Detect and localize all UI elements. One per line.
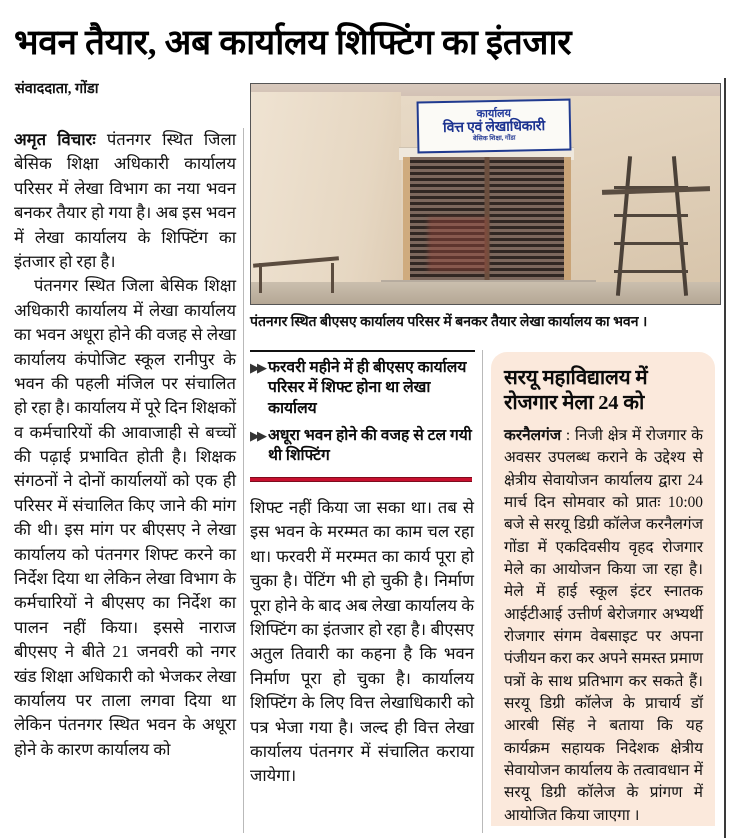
photo-scene [251, 84, 720, 304]
photo-doorway [403, 157, 571, 287]
article-column-left [14, 128, 236, 762]
article-paragraph-1 [14, 128, 236, 274]
bench-leg [259, 263, 262, 293]
ladder-rail-right [672, 156, 688, 296]
list-item [250, 358, 478, 419]
column-divider-left [243, 128, 244, 833]
photo-caption: पंतनगर स्थित बीएसए कार्यालय परिसर में बनकर तैयार लेखा कार्यालय का भवन । [250, 315, 648, 330]
sidebar-headline: सरयू महाविद्यालय में रोजगार मेला 24 को [504, 367, 648, 414]
list-item [250, 426, 478, 467]
ladder-rung [614, 242, 688, 245]
byline: संवाददाता, गोंडा [15, 81, 99, 97]
dateline: अमृत विचारः [14, 130, 96, 149]
sidebar-story [491, 352, 715, 826]
highlight-text: फरवरी महीने में ही बीएसए कार्यालय परिसर में शिफ्ट होना था लेखा कार्यालय [268, 359, 467, 417]
sidebar-paragraph [504, 425, 703, 827]
page-border-right [724, 78, 726, 838]
double-chevron-icon: ▶▶ [250, 427, 264, 443]
signboard-line-3: बेसिक शिक्षा, गोंडा [472, 134, 516, 143]
article-photo [250, 83, 721, 305]
bench-leg [331, 263, 334, 293]
ladder-rung [614, 270, 688, 273]
accent-divider [250, 477, 472, 482]
double-chevron-icon: ▶▶ [250, 360, 264, 375]
article-text-1: पंतनगर स्थित जिला बेसिक शिक्षा अधिकारी कार्यालय परिसर में लेखा विभाग का नया भवन बनकर तैयार हो गया है। अब इस भवन में लेखा कार्यालय के शिफ्टिंग का इंतजार हो रहा है। [14, 130, 236, 271]
signboard-line-1: कार्यालय [476, 107, 512, 121]
column-divider-right [482, 350, 483, 833]
highlight-text: अधूरा भवन होने की वजह से टल गयी थी शिफ्टिंग [268, 426, 472, 465]
highlights-list [250, 358, 478, 473]
page-title: भवन तैयार, अब कार्यालय शिफ्टिंग का इंतजार [14, 23, 572, 62]
photo-interior-glow [428, 217, 488, 272]
highlights-top-rule [250, 350, 475, 352]
article-paragraph-2: पंतनगर स्थित जिला बेसिक शिक्षा अधिकारी कार्यालय में लेखा कार्यालय का भवन अधूरा होने की वजह से लेखा कार्यालय कंपोजिट स्कूल रानीपुर के भवन की पहली मंजिल पर संचालित हो रहा है। कार्यालय में पूरे दिन शिक्षकों व कर्मचारियों की आवाजाही से बच्चों की पढ़ाई प्रभावित होती है। शिक्षक संगठनों ने दोनों कार्यालयों को एक ही परिसर में संचालित किए जाने की मांग की थी। इस मांग पर बीएसए ने लेखा कार्यालय को पंतनगर शिफ्ट करने का निर्देश दिया था लेकिन लेखा विभाग के कर्मचारियों ने बीएसए का निर्देश का पालन नहीं किया। इससे नाराज बीएसए ने बीते 21 जनवरी को नगर खंड शिक्षा अधिकारी को भेजकर लेखा कार्यालय पर ताला लगवा दिया था लेकिन पंतनगर स्थित भवन के अधूरा होने के कारण कार्यालय को [14, 276, 236, 759]
sidebar-text: : निजी क्षेत्र में रोजगार के अवसर उपलब्ध कराने के उद्देश्य से क्षेत्रीय सेवायोजन कार्यालय द्वारा 24 मार्च दिन सोमवार को प्रातः 10:00 बजे से सरयू डिग्री कॉलेज करनैलगंज गोंडा में एकदिवसीय वृहद रोजगार मेले का आयोजन किया जा रहा है। मेले में हाई स्कूल इंटर स्नातक आईटीआई उत्तीर्ण बेरोजगार अभ्यर्थी रोजगार संगम वेबसाइट पर अपना पंजीयन करा कर अपने समस्त प्रमाण पत्रों के साथ प्रतिभाग कर सकते हैं। सरयू डिग्री कॉलेज के प्राचार्य डॉ आरबी सिंह ने बताया कि यह कार्यक्रम सहायक निदेशक क्षेत्रीय सेवायोजन कार्यालय के तत्वावधान में सरयू डिग्री कॉलेज के प्रांगण में आयोजित किया जाएगा । [504, 427, 703, 824]
photo-ladder [600, 156, 696, 296]
article-column-middle [250, 496, 474, 789]
photo-bench [253, 260, 339, 294]
sidebar-body [504, 425, 703, 827]
signboard-line-2: वित्त एवं लेखाधिकारी [442, 118, 546, 136]
article-paragraph-3: शिफ्ट नहीं किया जा सका था। तब से इस भवन के मरम्मत का काम चल रहा था। फरवरी में मरम्मत का कार्य पूरा हो चुका है। पेंटिंग भी हो चुकी है। निर्माण पूरा होने के बाद अब लेखा कार्यालय के शिफ्टिंग का इंतजार हो रहा है। बीएसए अतुल तिवारी का कहना है कि भवन निर्माण पूरा हो चुका है। कार्यालय शिफ्टिंग के लिए वित्त लेखाधिकारी को पत्र भेजा गया है। जल्द ही वित्त लेखा कार्यालय पंतनगर में संचालित कराया जायेगा। [250, 498, 474, 786]
office-signboard [417, 99, 572, 154]
sidebar-dateline: करनैलगंज [504, 427, 562, 444]
ladder-rung [614, 214, 688, 217]
ladder-rail-left [616, 156, 632, 296]
